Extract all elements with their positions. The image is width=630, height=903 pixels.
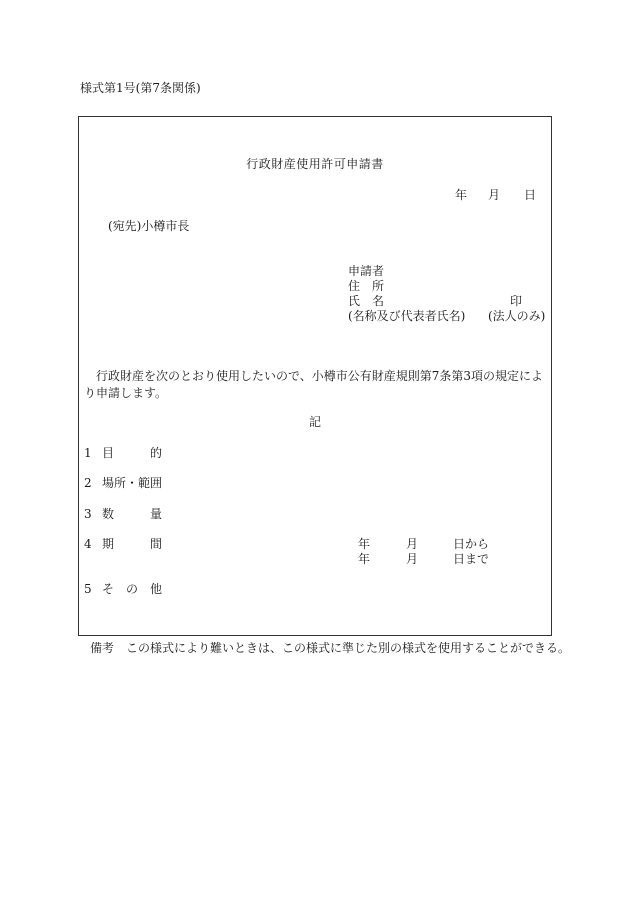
form-number-label: 様式第1号(第7条関係) (80, 81, 201, 95)
period-to-month: 月 (406, 552, 419, 566)
period-from-day: 日から (453, 537, 490, 551)
period-from-month: 月 (406, 537, 419, 551)
applicant-label: 申請者 (348, 264, 385, 278)
period-from-year: 年 (358, 537, 371, 551)
seal-label: 印 (510, 294, 523, 308)
date-month-label: 月 (488, 188, 501, 202)
addressee: (宛先)小樽市長 (108, 219, 190, 233)
request-statement: 行政財産を次のとおり使用したいので、小樽市公有財産規則第7条第3項の規定により申請します。 (84, 369, 544, 400)
item-label-period: 期 間 (102, 537, 163, 551)
name-note: (名称及び代表者氏名) (348, 309, 466, 323)
name-label: 氏 名 (348, 294, 385, 308)
date-day-label: 日 (524, 188, 537, 202)
document-title: 行政財産使用許可申請書 (246, 157, 384, 171)
address-label: 住 所 (348, 279, 385, 293)
item-number: 3 (84, 507, 92, 521)
item-number: 5 (84, 582, 92, 596)
remarks-note: 備考 この様式により難いときは、この様式に準じた別の様式を使用することができる。 (90, 641, 571, 655)
item-label-quantity: 数 量 (102, 507, 163, 521)
item-number: 4 (84, 537, 92, 551)
item-number: 1 (84, 446, 92, 460)
item-label-other: そ の 他 (102, 582, 163, 596)
corporation-note: (法人のみ) (488, 309, 546, 323)
date-year-label: 年 (455, 188, 468, 202)
period-to-year: 年 (358, 552, 371, 566)
period-to-day: 日まで (453, 552, 490, 566)
item-number: 2 (84, 476, 92, 490)
item-label-location: 場所・範囲 (102, 476, 163, 490)
ki-heading: 記 (308, 415, 321, 429)
item-label-purpose: 目 的 (102, 446, 163, 460)
